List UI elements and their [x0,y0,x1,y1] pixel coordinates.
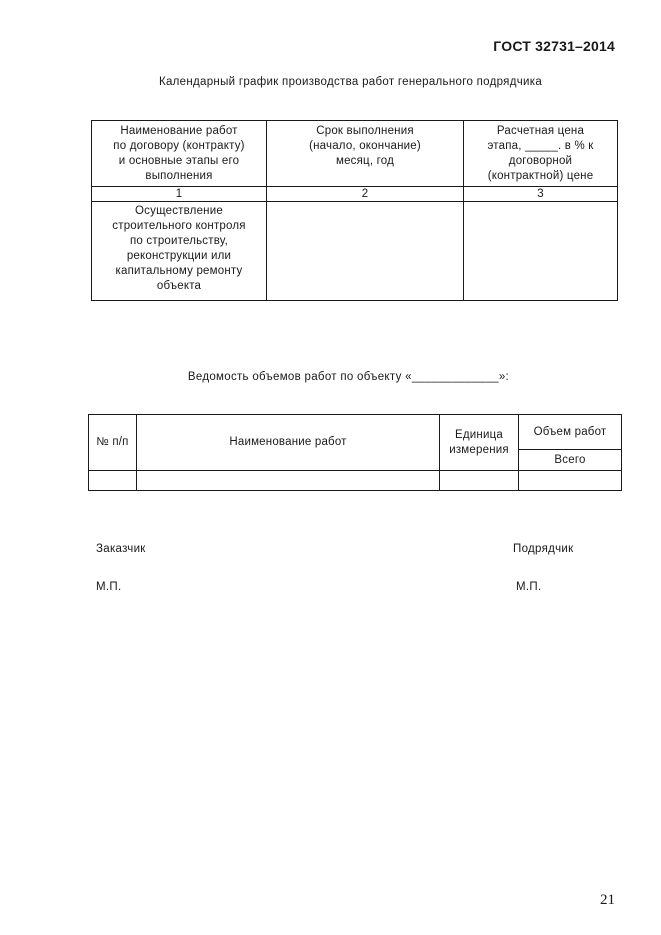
schedule-caption: Календарный график производства работ генерального подрядчика [158,76,543,88]
col-number-1: 1 [92,187,267,202]
col-header-unit-text: Единица измерения [449,428,509,456]
col-header-price-text: Расчетная цена этапа, _____. в % к договорной (контрактной) цене [487,125,594,182]
table-row [92,202,618,301]
empty-cell [440,471,519,491]
schedule-number-row [92,187,618,202]
table-row [89,471,622,491]
col-header-volume: Объем работ [519,415,622,450]
col-header-work [92,121,267,187]
work-cell-text: Осуществление строительного контроля по строительству, реконструкции или капитальному ремонту объекта [112,205,246,292]
customer-label: Заказчик [96,543,146,555]
page-number: 21 [600,892,615,908]
price-cell [464,202,618,301]
contractor-label: Подрядчик [513,543,574,555]
document-code: ГОСТ 32731–2014 [493,38,615,54]
col-header-term-text: Срок выполнения (начало, окончание) месяц, год [309,125,421,167]
volumes-header-row-top [89,415,622,450]
col-header-work-text: Наименование работ по договору (контракту) и основные этапы его выполнения [113,125,245,182]
col-header-term [267,121,464,187]
empty-cell [89,471,137,491]
empty-cell [519,471,622,491]
schedule-header-row [92,121,618,187]
col-header-name: Наименование работ [137,415,440,471]
customer-seal-label: М.П. [96,581,122,593]
col-header-num: № п/п [89,415,137,471]
term-cell [267,202,464,301]
work-cell [92,202,267,301]
volumes-table [88,414,622,491]
col-header-total: Всего [519,450,622,471]
col-number-3: 3 [464,187,618,202]
col-number-2: 2 [267,187,464,202]
empty-cell [137,471,440,491]
col-header-unit [440,415,519,471]
contractor-seal-label: М.П. [516,581,542,593]
volumes-caption: Ведомость объемов работ по объекту «_____________»: [187,371,510,383]
schedule-table [91,120,618,301]
col-header-price [464,121,618,187]
